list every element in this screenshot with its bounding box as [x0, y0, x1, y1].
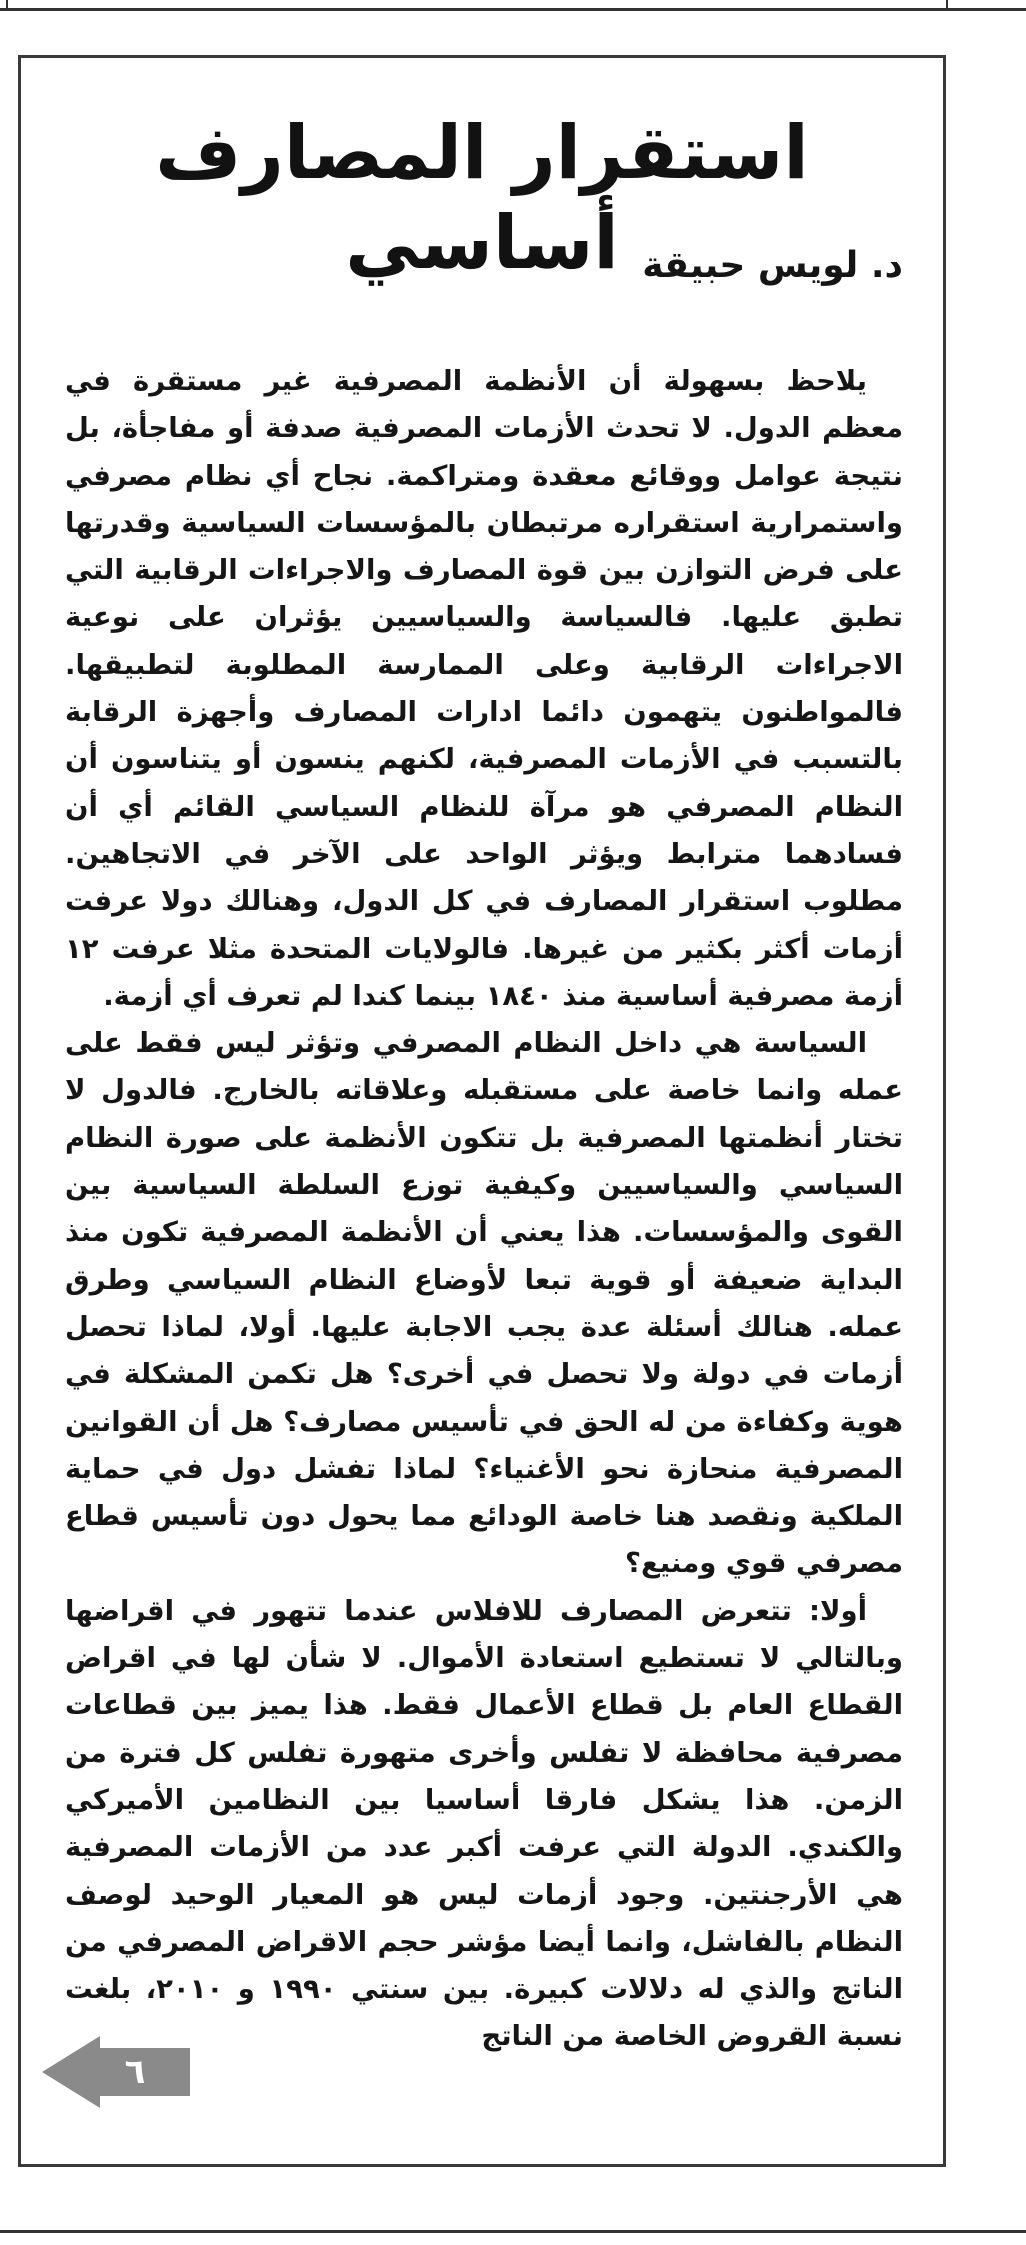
page-number: ٦ — [124, 2052, 146, 2092]
article-paragraph: يلاحظ بسهولة أن الأنظمة المصرفية غير مستقرة في معظم الدول. لا تحدث الأزمات المصرفية صدفة أو مفاجأة، بل نتيجة عوامل ووقائع معقدة ومتراكمة. نجاح أي نظام مصرفي واستمرارية استقراره مرتبطان بالمؤسسات السياسية وقدرتها على فرض التوازن بين قوة المصارف والاجراءات الرقابية التي تطبق عليها. فالسياسة والسياسيين يؤثران على نوعية الاجراءات الرقابية وعلى الممارسة المطلوبة لتطبيقها. فالمواطنون يتهمون دائما ادارات المصارف وأجهزة الرقابة بالتسبب في الأزمات المصرفية، لكنهم ينسون أو يتناسون أن النظام المصرفي هو مرآة للنظام السياسي القائم أي أن فسادهما مترابط ويؤثر الواحد على الآخر في الاتجاهين. مطلوب استقرار المصارف في كل الدول، وهنالك دولا عرفت أزمات أكثر بكثير من غيرها. فالولايات المتحدة مثلا عرفت ١٢ أزمة مصرفية أساسية منذ ١٨٤٠ بينما كندا لم تعرف أي أزمة. — [65, 365, 903, 1012]
article-body — [65, 358, 903, 2061]
article-paragraph: السياسة هي داخل النظام المصرفي وتؤثر ليس فقط على عمله وانما خاصة على مستقبله وعلاقاته بالخارج. فالدول لا تختار أنظمتها المصرفية بل تتكون الأنظمة على صورة النظام السياسي والسياسيين وكيفية توزع السلطة السياسية بين القوى والمؤسسات. هذا يعني أن الأنظمة المصرفية تكون منذ البداية ضعيفة أو قوية تبعا لأوضاع النظام السياسي وطرق عمله. هنالك أسئلة عدة يجب الاجابة عليها. أولا، لماذا تحصل أزمات في دولة ولا تحصل في أخرى؟ هل تكمن المشكلة في هوية وكفاءة من له الحق في تأسيس مصارف؟ هل أن القوانين المصرفية منحازة نحو الأغنياء؟ لماذا تفشل دول في حماية الملكية ونقصد هنا خاصة الودائع مما يحول دون تأسيس قطاع مصرفي قوي ومنيع؟ — [65, 1027, 903, 1580]
top-rule-edge-right — [946, 0, 948, 8]
page-number-arrow — [42, 2036, 190, 2108]
top-rule — [0, 0, 1026, 11]
bottom-rule — [0, 2230, 1026, 2233]
article-author: د. لويس حبيقة — [642, 245, 903, 286]
article-title: استقرار المصارف أساسي — [155, 110, 809, 286]
article-paragraph: أولا: تتعرض المصارف للافلاس عندما تتهور في اقراضها وبالتالي لا تستطيع استعادة الأموال. لا شأن لها في اقراض القطاع العام بل قطاع الأعمال فقط. هذا يميز بين قطاعات مصرفية محافظة لا تفلس وأخرى متهورة تفلس كل فترة من الزمن. هذا يشكل فارقا أساسيا بين النظامين الأميركي والكندي. الدولة التي عرفت أكبر عدد من الأزمات المصرفية هي الأرجنتين. وجود أزمات ليس هو المعيار الوحيد لوصف النظام بالفاشل، وانما أيضا مؤشر حجم الاقراض المصرفي من الناتج والذي له دلالات كبيرة. بين سنتي ١٩٩٠ و ٢٠١٠، بلغت نسبة القروض الخاصة من الناتج — [65, 1594, 903, 2053]
top-rule-edge-left — [6, 0, 8, 8]
article-frame — [18, 55, 946, 2167]
